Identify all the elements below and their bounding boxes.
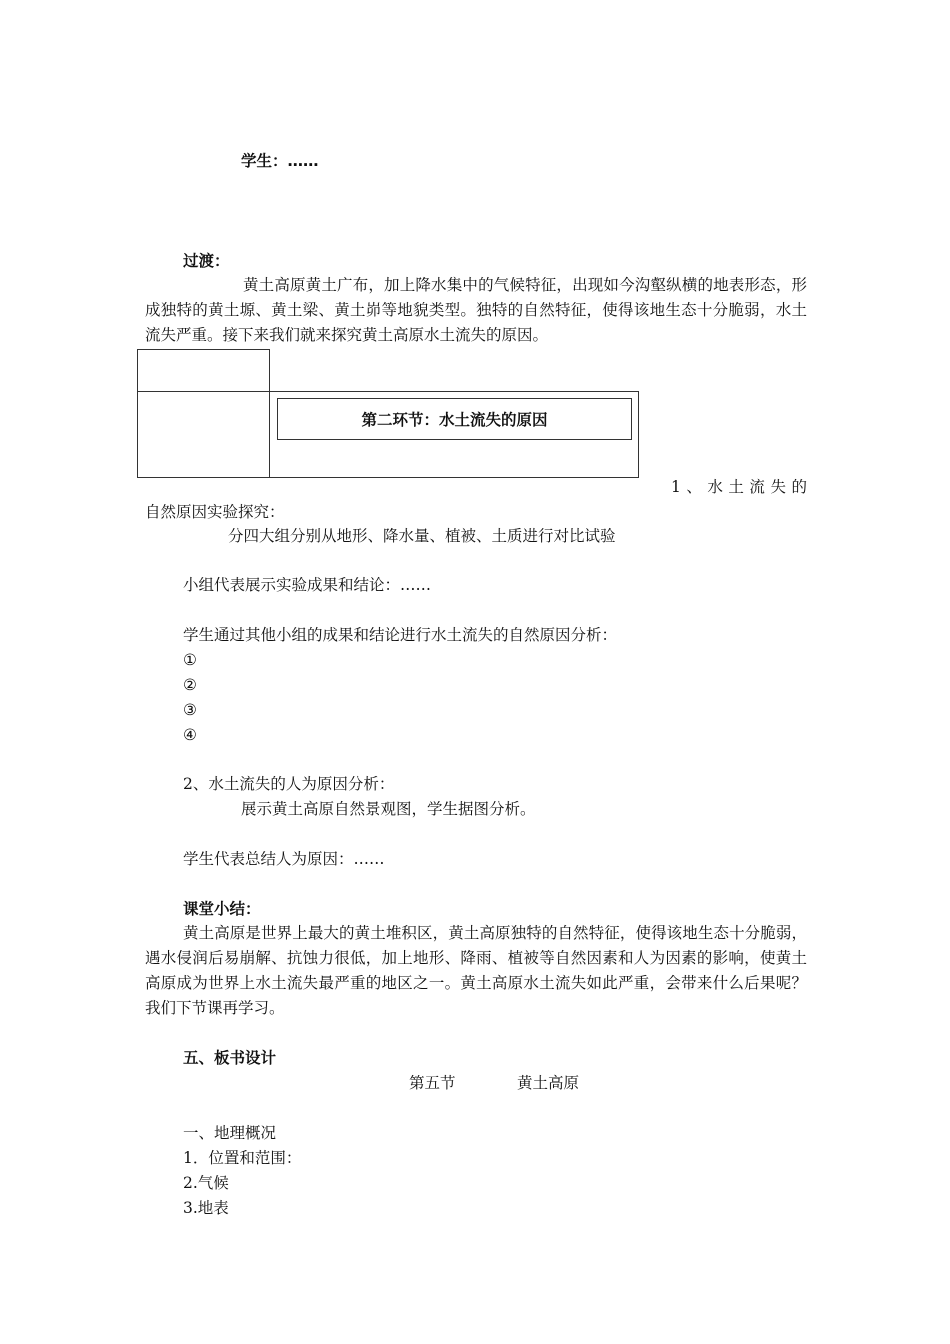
human-causes-summary: 学生代表总结人为原因：…… bbox=[183, 850, 385, 868]
board-title: 黄土高原 bbox=[517, 1074, 580, 1092]
table-cell-top-left bbox=[137, 349, 270, 392]
transition-heading: 过渡： bbox=[183, 252, 230, 270]
natural-causes-heading-part2: 自然原因实验探究： bbox=[145, 503, 285, 521]
summary-paragraph: 黄土高原是世界上最大的黄土堆积区，黄土高原独特的自然特征，使得该地生态十分脆弱，遇水侵润后易崩解、抗蚀力很低，加上地形、降雨、植被等自然因素和人为因素的影响，使黄土高原成为世界上水土流失最严重的地区之一。黄土高原水土流失如此严重，会带来什么后果呢？我们下节课再学习。 bbox=[145, 924, 807, 1017]
student-line: 学生：…… bbox=[241, 152, 319, 170]
list-marker-1: ① bbox=[183, 651, 197, 669]
experiment-line: 分四大组分别从地形、降水量、植被、土质进行对比试验 bbox=[228, 527, 616, 545]
analysis-line: 学生通过其他小组的成果和结论进行水土流失的自然原因分析： bbox=[183, 626, 618, 644]
list-marker-3: ③ bbox=[183, 701, 197, 719]
group-result-line: 小组代表展示实验成果和结论：…… bbox=[183, 576, 432, 594]
board-heading: 五、板书设计 bbox=[183, 1049, 277, 1067]
list-marker-2: ② bbox=[183, 676, 197, 694]
landscape-line: 展示黄土高原自然景观图，学生据图分析。 bbox=[241, 800, 536, 818]
board-section: 第五节 bbox=[409, 1074, 456, 1092]
outline-heading: 一、地理概况 bbox=[183, 1124, 277, 1142]
outline-item-3: 3.地表 bbox=[183, 1199, 229, 1217]
transition-paragraph: 黄土高原黄土广布，加上降水集中的气候特征，出现如今沟壑纵横的地表形态，形成独特的黄土塬、黄土梁、黄土峁等地貌类型。独特的自然特征，使得该地生态十分脆弱，水土流失严重。接下来我们就来探究黄土高原水土流失的原因。 bbox=[145, 276, 807, 344]
table-cell-bottom-left bbox=[137, 391, 270, 478]
section-title-box bbox=[277, 398, 632, 440]
outline-item-2: 2.气候 bbox=[183, 1174, 229, 1192]
outline-item-1: 1．位置和范围： bbox=[183, 1149, 302, 1167]
natural-causes-heading-part1: 1 、 水 土 流 失 的 bbox=[671, 478, 807, 496]
summary-heading: 课堂小结： bbox=[183, 900, 261, 918]
section-title: 第二环节：水土流失的原因 bbox=[361, 411, 548, 429]
human-causes-heading: 2、水土流失的人为原因分析： bbox=[183, 775, 395, 793]
list-marker-4: ④ bbox=[183, 726, 197, 744]
